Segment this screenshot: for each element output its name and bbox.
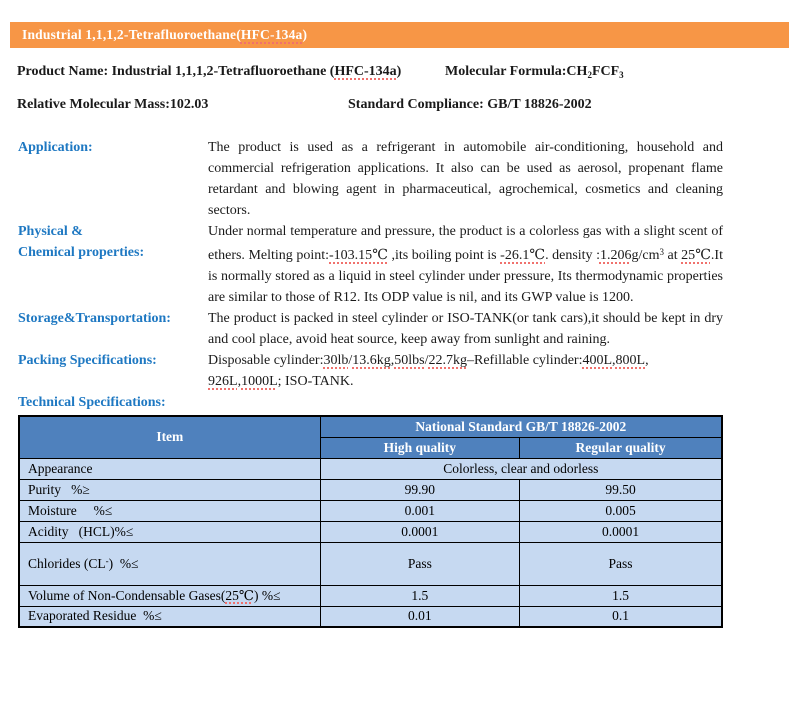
section-label-packing: Packing Specifications: <box>18 353 157 368</box>
header-national-standard: National Standard GB/T 18826-2002 <box>320 416 722 437</box>
section-label-application: Application: <box>18 140 93 155</box>
table-header-row-1 <box>19 416 722 437</box>
table-row-moisture <box>19 500 722 521</box>
cell-purity-item: Purity %≥ <box>19 479 320 500</box>
section-label-storage-transportation: Storage&Transportation: <box>18 311 171 326</box>
section-label-physical-chemical: Physical & Chemical properties: <box>18 224 145 260</box>
cell-acidity-high: 0.0001 <box>320 521 519 542</box>
sections <box>18 137 723 413</box>
page-title: Industrial 1,1,1,2-Tetrafluoroethane(HFC-134a) <box>22 27 308 42</box>
cell-chlorides-item: Chlorides (CL-) %≤ <box>19 542 320 585</box>
cell-acidity-item: Acidity (HCL)%≤ <box>19 521 320 542</box>
cell-appearance-value: Colorless, clear and odorless <box>320 458 722 479</box>
cell-purity-regular: 99.50 <box>520 479 722 500</box>
cell-moisture-regular: 0.005 <box>520 500 722 521</box>
mass-compliance-line <box>17 94 723 115</box>
section-body-storage-transportation: The product is packed in steel cylinder or ISO-TANK(or tank cars),it should be kept in dry and cool place, avoid heat source, keep away from sunlight and raining. <box>208 311 723 347</box>
cell-residue-regular: 0.1 <box>520 606 722 627</box>
page <box>0 22 799 724</box>
cell-appearance-item: Appearance <box>19 458 320 479</box>
product-info <box>17 61 723 115</box>
section-body-packing: Disposable cylinder:30lb/13.6kg,50lbs/22.7kg–Refillable cylinder:400L,800L, 926L,1000L; ISO-TANK. <box>208 353 649 389</box>
cell-gases-item: Volume of Non-Condensable Gases(25℃) %≤ <box>19 585 320 606</box>
header-item: Item <box>19 416 320 458</box>
table-row-non-condensable-gases <box>19 585 722 606</box>
section-body-physical-chemical: Under normal temperature and pressure, the product is a colorless gas with a slight scent of ethers. Melting point:-103.15℃ ,its boiling point is -26.1℃. density $:1.206g/cm^3$ at 25℃.It is normally stored as a liquid in steel cylinder under pressure, Its thermodynamic properties are similar to those of R12. Its ODP value is nil, and its GWP value is 1200. <box>208 224 723 305</box>
header-regular-quality: Regular quality <box>520 437 722 458</box>
table-row-evaporated-residue <box>19 606 722 627</box>
cell-acidity-regular: 0.0001 <box>520 521 722 542</box>
header-high-quality: High quality <box>320 437 519 458</box>
cell-chlorides-regular: Pass <box>520 542 722 585</box>
cell-residue-item: Evaporated Residue %≤ <box>19 606 320 627</box>
cell-residue-high: 0.01 <box>320 606 519 627</box>
cell-moisture-item: Moisture %≤ <box>19 500 320 521</box>
cell-purity-high: 99.90 <box>320 479 519 500</box>
technical-specifications-table <box>18 415 723 628</box>
section-body-application: The product is used as a refrigerant in automobile air-conditioning, household and commercial refrigeration applications. It also can be used as aerosol, propenant flame retardant and blowing agent in pharmaceutical, agrochemical, cosmetics and cleaning sectors. <box>208 140 723 218</box>
product-name-line <box>17 61 723 82</box>
section-label-technical: Technical Specifications: <box>18 395 166 410</box>
cell-gases-high: 1.5 <box>320 585 519 606</box>
title-banner <box>10 22 789 48</box>
molecular-formula: Molecular $Formula:CH_2FCF_3$ <box>445 64 624 80</box>
cell-moisture-high: 0.001 <box>320 500 519 521</box>
table-row-chlorides <box>19 542 722 585</box>
product-name: Product Name: Industrial 1,1,1,2-Tetrafluoroethane (HFC-134a) <box>17 64 402 79</box>
standard-compliance: Standard Compliance: GB/T 18826-2002 <box>348 97 592 112</box>
table-row-acidity <box>19 521 722 542</box>
table-row-purity <box>19 479 722 500</box>
cell-chlorides-high: Pass <box>320 542 519 585</box>
section-body-technical <box>208 392 723 413</box>
table-row-appearance <box>19 458 722 479</box>
relative-molecular-mass: Relative Molecular Mass:102.03 <box>17 97 209 112</box>
cell-gases-regular: 1.5 <box>520 585 722 606</box>
